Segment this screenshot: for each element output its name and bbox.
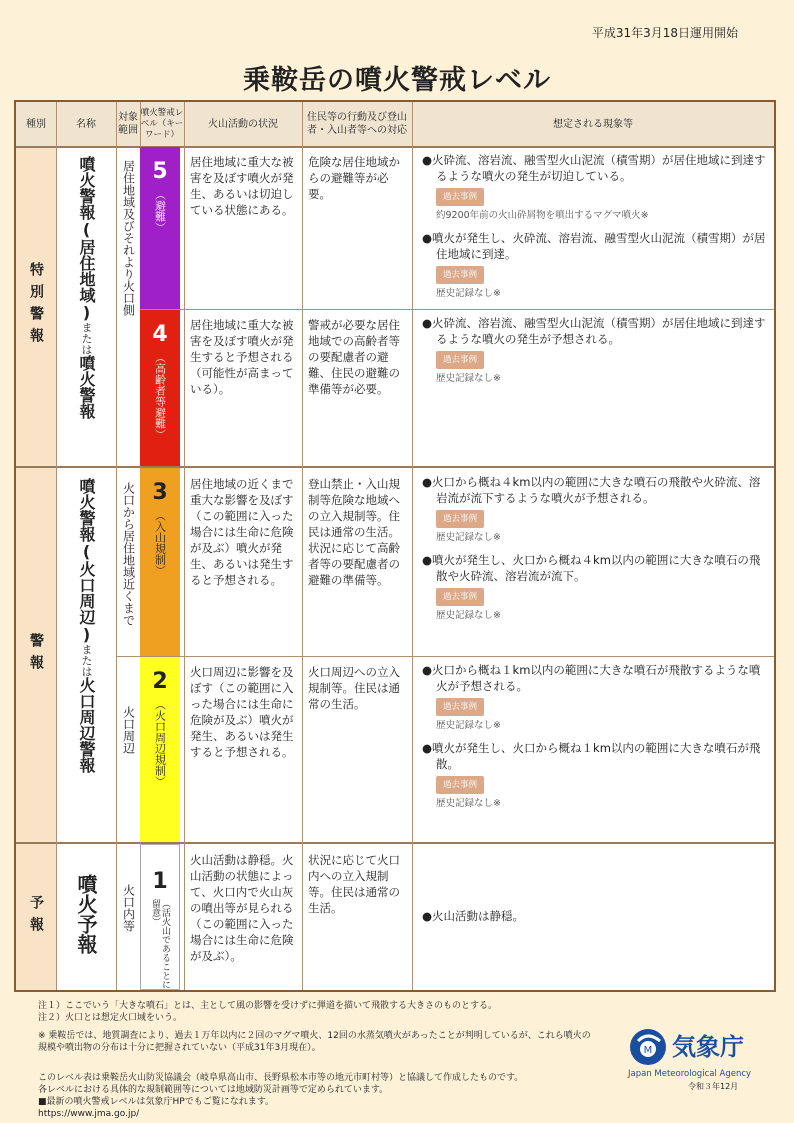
jma-date: 令和３年12月 — [688, 1082, 739, 1091]
name-or: または — [80, 644, 93, 677]
level-2-box — [140, 657, 180, 842]
note-1: 注１）ここでいう「大きな噴石」とは、主として風の影響を受けずに弾道を描いて飛散する大きさのものとする。 — [38, 1001, 498, 1011]
range-warning2 — [116, 656, 140, 842]
past-case-text: 約9200年前の火山砕屑物を噴出するマグマ噴火※ — [436, 210, 649, 221]
level-5-box — [140, 147, 180, 309]
past-case-text: 歴史記録なし※ — [436, 610, 501, 621]
footer-url[interactable]: https://www.jma.go.jp/ — [38, 1109, 140, 1119]
col-name: 名称 — [76, 118, 96, 130]
name-warning — [56, 468, 116, 842]
page-title: 乗鞍岳の噴火警戒レベル — [243, 65, 551, 96]
alert-level-table — [14, 100, 776, 992]
col-level: 噴火警戒レベル（キーワード） — [140, 107, 184, 140]
past-case-text: 歴史記録なし※ — [436, 288, 501, 299]
svg-text:M: M — [643, 1045, 653, 1056]
range-warning2-text: 火口周辺 — [121, 706, 136, 754]
name-forecast — [56, 844, 116, 990]
status-l2: 火口周辺に影響を及ぼす（この範囲に入った場合には生命に危険が及ぶ）噴火が発生、あるいは発生すると予想される。 — [190, 665, 294, 759]
level-1-number: 1 — [152, 869, 168, 894]
phenomena-l4 — [412, 309, 778, 393]
name-special-alt: 噴火警報 — [77, 355, 96, 419]
past-case-tag: 過去事例 — [436, 188, 484, 206]
phenomena-item: ●噴火が発生し、火砕流、溶岩流、融雪型火山泥流（積雪期）が居住地域に到達。 — [422, 231, 766, 261]
level-3-box — [140, 468, 180, 656]
level-2-keyword: （火口周辺規制） — [153, 699, 167, 787]
past-case-text: 歴史記録なし※ — [436, 532, 501, 543]
past-case-text: 歴史記録なし※ — [436, 798, 501, 809]
past-case-tag: 過去事例 — [436, 510, 484, 528]
phenomena-item: ●噴火が発生し、火口から概ね４km以内の範囲に大きな噴石の飛散や火砕流、溶岩流が流下。 — [422, 553, 761, 583]
category-forecast: 予報 — [28, 895, 44, 939]
name-special-main: 噴火警報(居住地域) — [77, 156, 96, 322]
jma-english: Japan Meteorological Agency — [628, 1069, 752, 1079]
note-2: 注２）火口とは想定火口域をいう。 — [38, 1013, 183, 1023]
name-special — [56, 146, 116, 466]
category-warning: 警報 — [28, 633, 44, 677]
jma-logo — [628, 1025, 768, 1095]
past-case-tag: 過去事例 — [436, 588, 484, 606]
range-forecast — [116, 844, 140, 990]
action-l5: 危険な居住地域からの避難等が必要。 — [308, 155, 400, 201]
phenomena-item: ●火口から概ね１km以内の範囲に大きな噴石が飛散するような噴火が予想される。 — [422, 663, 761, 693]
footer-line-1: このレベル表は乗鞍岳火山防災協議会（岐阜県高山市、長野県松本市等の地元市町村等）と協議して作成したものです。 — [38, 1073, 524, 1083]
phenomena-l2 — [412, 656, 778, 818]
col-type: 種別 — [26, 118, 46, 130]
status-l1: 火山活動は静穏。火山活動の状態によって、火口内で火山灰の噴出等が見られる（この範囲に入った場合には生命に危険が及ぶ）。 — [190, 853, 294, 963]
range-special-text: 居住地域及びそれより火口側 — [121, 160, 136, 316]
range-warning3-text: 火口から居住地域近くまで — [121, 482, 136, 626]
level-3-number: 3 — [152, 480, 168, 505]
phenomena-l5 — [412, 146, 778, 308]
level-4-keyword: （高齢者等避難） — [153, 352, 167, 440]
past-case-text: 歴史記録なし※ — [436, 373, 501, 384]
phenomena-l1 — [412, 902, 778, 924]
action-l2: 火口周辺への立入規制等。住民は通常の生活。 — [308, 665, 400, 711]
range-special — [116, 146, 140, 466]
level-5-keyword: （避難） — [153, 189, 167, 233]
footer — [38, 1072, 598, 1120]
level-3-keyword: （入山規制） — [153, 510, 167, 576]
notes — [38, 1000, 598, 1054]
phenomena-item: ●火山活動は静穏。 — [422, 909, 525, 923]
status-l5: 居住地域に重大な被害を及ぼす噴火が発生、あるいは切迫している状態にある。 — [190, 155, 294, 217]
name-or: または — [80, 322, 93, 355]
col-action: 住民等の行動及び登山者・入山者等への対応 — [307, 112, 407, 136]
level-4-number: 4 — [152, 322, 168, 347]
col-range: 対象範囲 — [118, 112, 138, 136]
name-warning-alt: 火口周辺警報 — [77, 677, 96, 773]
phenomena-item: ●火口から概ね４km以内の範囲に大きな噴石の飛散や火砕流、溶岩流が流下するような噴火が予想される。 — [422, 475, 761, 505]
footer-line-2: 各レベルにおける具体的な規制範囲等については地域防災計画等で定められています。 — [38, 1085, 389, 1095]
range-warning3 — [116, 468, 140, 656]
past-case-tag: 過去事例 — [436, 698, 484, 716]
status-l4: 居住地域に重大な被害を及ぼす噴火が発生すると予想される（可能性が高まっている）。 — [190, 318, 294, 396]
level-1-keyword: （活火山であることに留意） — [150, 899, 170, 989]
jma-name: 気象庁 — [672, 1033, 744, 1061]
name-forecast-text: 噴火予報 — [74, 874, 98, 954]
category-special: 特別警報 — [28, 262, 44, 350]
phenomena-item: ●火砕流、溶岩流、融雪型火山泥流（積雪期）が居住地域に到達するような噴火の発生が予想される。 — [422, 316, 766, 346]
operation-date: 平成31年3月18日運用開始 — [591, 26, 738, 40]
col-phenomena: 想定される現象等 — [553, 118, 633, 130]
footer-line-3: ■最新の噴火警戒レベルは気象庁HPでもご覧になれます。 — [38, 1097, 274, 1107]
status-l3: 居住地域の近くまで重大な影響を及ぼす（この範囲に入った場合には生命に危険が及ぶ）噴火が発生、あるいは発生すると予想される。 — [190, 477, 294, 587]
past-case-tag: 過去事例 — [436, 776, 484, 794]
note-3: ※ 乗鞍岳では、地質調査により、過去１万年以内に２回のマグマ噴火、12回の水蒸気噴火があったことが判明しているが、これら噴火の規模や噴出物の分布は十分に把握されていない（平成31年3月現在）。 — [38, 1031, 591, 1053]
level-5-number: 5 — [152, 159, 168, 184]
action-l4: 警戒が必要な居住地域での高齢者等の要配慮者の避難、住民の避難の準備等が必要。 — [308, 318, 400, 396]
phenomena-item: ●火砕流、溶岩流、融雪型火山泥流（積雪期）が居住地域に到達するような噴火の発生が切迫している。 — [422, 153, 766, 183]
past-case-tag: 過去事例 — [436, 266, 484, 284]
phenomena-item: ●噴火が発生し、火口から概ね１km以内の範囲に大きな噴石が飛散。 — [422, 741, 761, 771]
col-status: 火山活動の状況 — [208, 118, 278, 130]
past-case-text: 歴史記録なし※ — [436, 720, 501, 731]
level-2-number: 2 — [152, 669, 168, 694]
past-case-tag: 過去事例 — [436, 351, 484, 369]
level-1-box — [140, 844, 180, 990]
range-forecast-text: 火口内等 — [121, 884, 136, 932]
phenomena-l3 — [412, 468, 778, 630]
action-l3: 登山禁止・入山規制等危険な地域への立入規制等。住民は通常の生活。状況に応じて高齢者等の要配慮者の避難の準備等。 — [308, 477, 400, 587]
jma-emblem-icon — [628, 1027, 668, 1067]
action-l1: 状況に応じて火口内への立入規制等。住民は通常の生活。 — [308, 853, 400, 915]
level-4-box — [140, 310, 180, 466]
name-warning-main: 噴火警報(火口周辺) — [77, 478, 96, 644]
